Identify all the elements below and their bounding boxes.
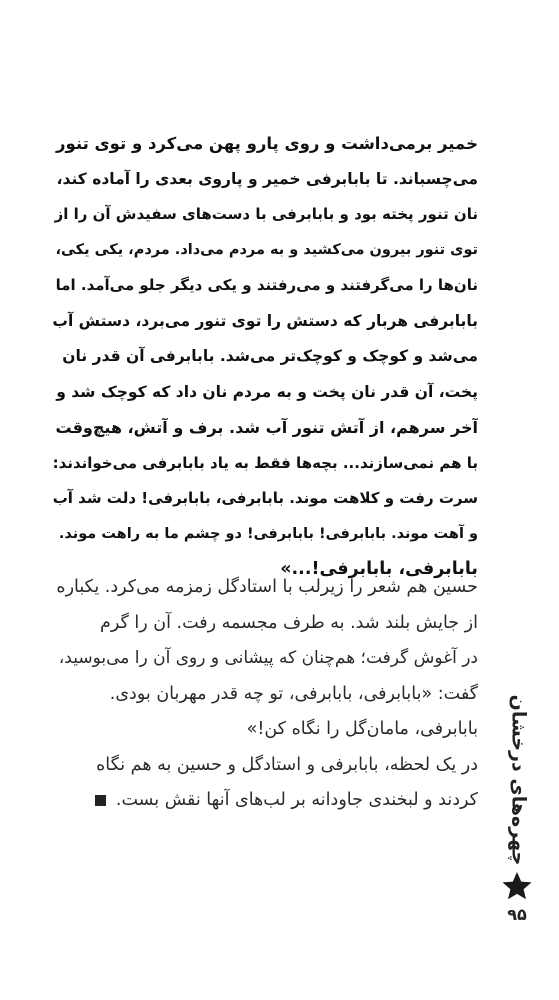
text-line: خمیر برمی‌داشت و روی پارو پهن می‌کرد و توی تنور xyxy=(56,134,478,153)
text-line: می‌شد و کوچک و کوچک‌تر می‌شد. بابابرفی آن قدر نان xyxy=(62,347,478,365)
text-line: نان‌ها را می‌گرفتند و می‌رفتند و یکی دیگر جلو می‌آمد. اما xyxy=(55,276,478,294)
text-line: بابابرفی، مامان‌گل را نگاه کن!» xyxy=(246,719,478,739)
running-title xyxy=(500,694,536,866)
page-number: ۹۵ xyxy=(507,905,527,924)
text-line: حسین هم شعر را زیرلب با استادگل زمزمه می‌کرد. یکباره xyxy=(56,577,478,597)
star-icon xyxy=(501,870,533,902)
text-line: سرت رفت و کلاهت موند. بابابرفی، بابابرفی! دلت شد آب xyxy=(52,489,478,507)
end-of-story-square-icon xyxy=(95,795,106,806)
text-line: آخر سرهم، از آتش تنور آب شد. برف و آتش، هیچ‌وقت xyxy=(55,418,478,437)
book-title: چهره‌های درخشان xyxy=(507,694,529,866)
text-line: در آغوش گرفت؛ هم‌چنان که پیشانی و روی آن را می‌بوسید، xyxy=(58,648,478,668)
text-line: بابابرفی، بابابرفی!...» xyxy=(280,559,478,579)
text-line-content: کردند و لبخندی جاودانه بر لب‌های آنها نقش بست. xyxy=(115,790,478,810)
text-line: پخت، آن قدر نان پخت و به مردم نان داد که کوچک شد و xyxy=(56,382,478,401)
text-line: بابابرفی هربار که دستش را توی تنور می‌برد، دستش آب xyxy=(52,311,478,330)
bold-paragraph xyxy=(50,126,478,588)
text-line: در یک لحظه، بابابرفی و استادگل و حسین به هم نگاه xyxy=(96,754,478,775)
text-line: گفت: «بابابرفی، بابابرفی، تو چه قدر مهربان بودی. xyxy=(109,683,478,704)
plain-paragraph xyxy=(50,570,478,819)
text-line: می‌چسباند. تا بابابرفی خمیر و پاروی بعدی را آماده کند، xyxy=(56,169,478,188)
last-text-line xyxy=(50,783,478,819)
text-line: از جایش بلند شد. به طرف مجسمه رفت. آن را گرم xyxy=(100,612,478,633)
text-line: با هم نمی‌سازند... بچه‌ها فقط به یاد بابابرفی می‌خواندند: xyxy=(52,453,478,472)
text-line: نان تنور پخته بود و بابابرفی با دست‌های سفیدش آن را از xyxy=(54,205,478,223)
text-line: و آهت موند. بابابرفی! بابابرفی! دو چشم ما به راهت موند. xyxy=(58,525,478,542)
text-line: توی تنور بیرون می‌کشید و به مردم می‌داد. مردم، یکی یکی، xyxy=(55,241,478,258)
